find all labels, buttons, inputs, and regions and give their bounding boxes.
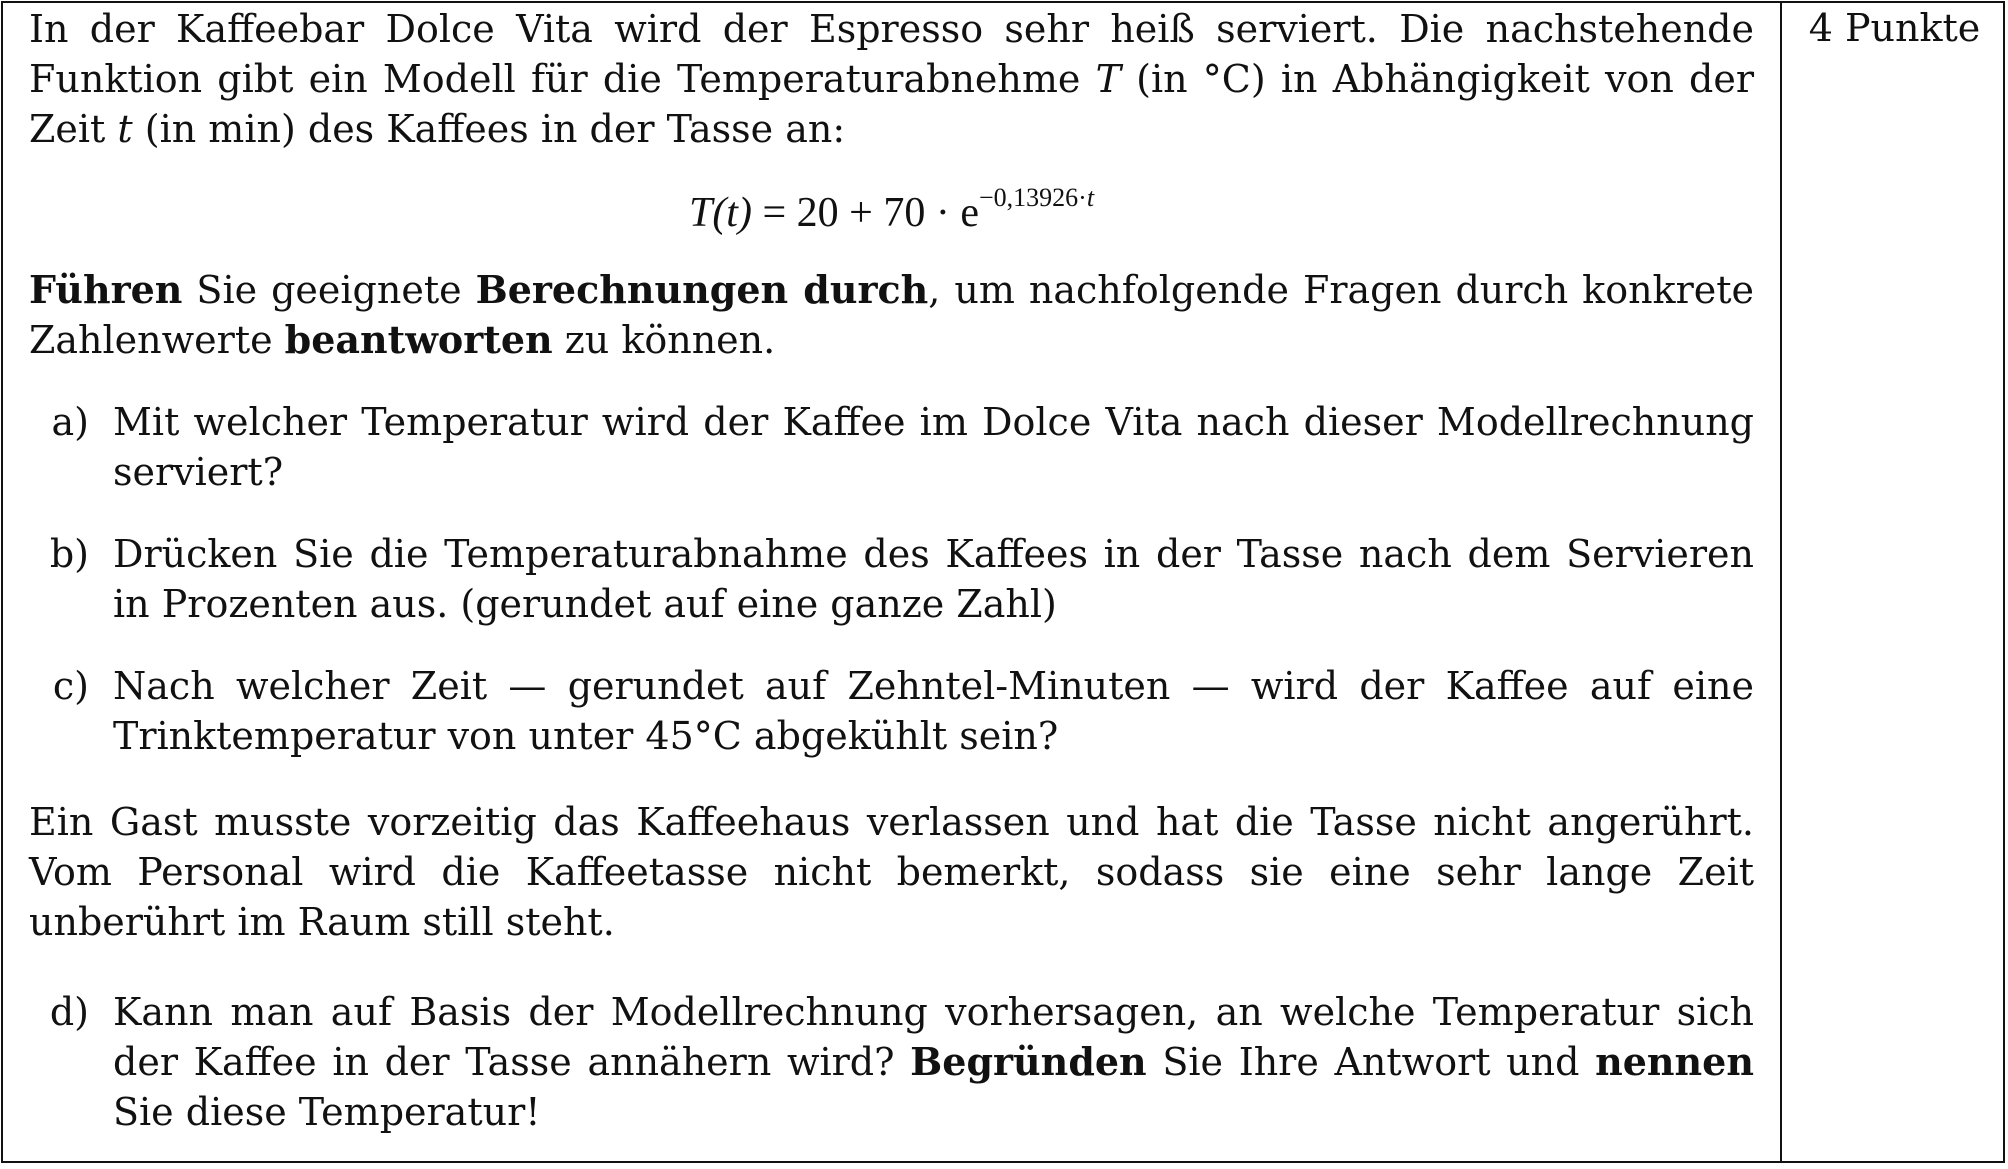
formula-rhs: = 20 + 70 · e (751, 190, 979, 236)
formula-exponent (979, 183, 1094, 212)
instruction-text-1: Sie geeignete (182, 268, 476, 312)
question-text: Nach welcher Zeit — gerundet auf Zehntel-Minuten — wird der Kaffee auf eine Trinktemperatur von unter 45°C abgekühlt sein? (113, 664, 1754, 758)
column-divider (1780, 3, 1782, 1161)
question-d-bold-1: Begründen (910, 1039, 1147, 1084)
instruction-bold-1: Führen (29, 267, 183, 312)
question-b (29, 529, 1754, 629)
temperature-formula (29, 183, 1754, 243)
formula-exponent-value: −0,13926· (978, 183, 1087, 212)
task-content (29, 4, 1754, 1169)
variable-T: T (1095, 57, 1121, 101)
intro-text-1: In der Kaffeebar Dolce Vita wird der Espresso sehr heiß serviert. Die nachstehende Funktion gibt ein Modell für die Temperaturabnehme (29, 7, 1754, 101)
intro-text-2: (in °C) in Abhängigkeit von der Zeit (29, 57, 1754, 151)
question-label: b) (49, 532, 89, 576)
question-list (29, 397, 1754, 761)
question-text: Drücken Sie die Temperaturabnahme des Kaffees in der Tasse nach dem Servieren in Prozenten aus. (gerundet auf eine ganze Zahl) (113, 532, 1754, 626)
question-label: d) (49, 990, 89, 1034)
variable-t: t (117, 107, 133, 151)
instruction-text-3: zu können. (552, 318, 776, 362)
question-label: a) (51, 400, 89, 444)
question-a (29, 397, 1754, 497)
scenario-paragraph: Ein Gast musste vorzeitig das Kaffeehaus verlassen und hat die Tasse nicht angerührt. Vom Personal wird die Kaffeetasse nicht bemerkt, sodass sie eine sehr lange Zeit unberührt im Raum still steht. (29, 800, 1754, 944)
intro-paragraph (29, 4, 1754, 154)
instruction-text-2: , um nachfolgende Fragen durch konkrete Zahlenwerte (29, 268, 1754, 362)
question-c (29, 661, 1754, 761)
formula-function-name: T (688, 190, 713, 236)
question-d-text-3: Sie diese Temperatur! (113, 1090, 541, 1134)
instruction-paragraph (29, 265, 1754, 365)
intro-text-3: (in min) des Kaffees in der Tasse an: (132, 107, 846, 151)
instruction-bold-2: Berechnungen durch (475, 267, 929, 312)
points-label: 4 Punkte (1808, 6, 1981, 50)
formula-argument: (t) (712, 190, 752, 236)
question-text: Mit welcher Temperatur wird der Kaffee im Dolce Vita nach dieser Modellrechnung serviert? (113, 400, 1754, 494)
question-d-text-2: Sie Ihre Antwort und (1146, 1040, 1596, 1084)
question-d (29, 987, 1754, 1137)
formula-exponent-variable: t (1086, 183, 1095, 212)
instruction-bold-3: beantworten (284, 317, 553, 362)
question-label: c) (52, 664, 89, 708)
question-list-d (29, 987, 1754, 1137)
question-d-text-1: Kann man auf Basis der Modellrechnung vorhersagen, an welche Temperatur sich der Kaffee in der Tasse annähern wird? (113, 990, 1754, 1084)
question-d-bold-2: nennen (1595, 1039, 1754, 1084)
task-box (1, 1, 2005, 1163)
